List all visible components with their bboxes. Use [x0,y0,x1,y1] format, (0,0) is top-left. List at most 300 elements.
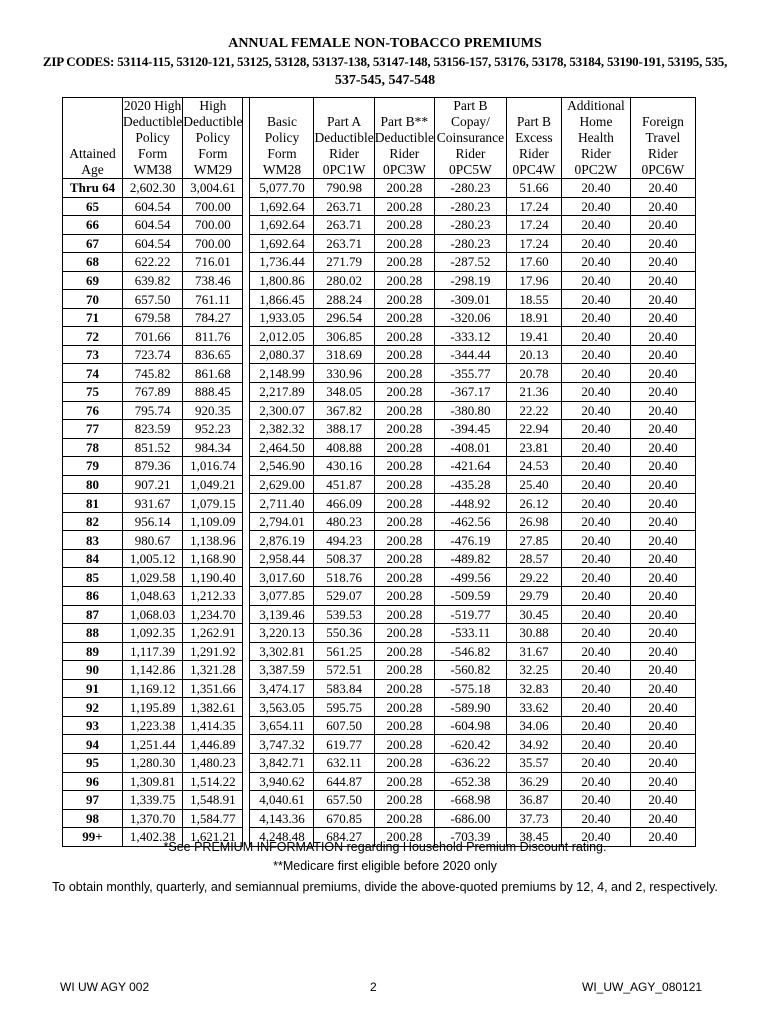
premium-cell: 1,016.74 [183,457,243,476]
premium-cell: 200.28 [374,587,434,606]
premium-cell: 604.54 [123,216,183,235]
premium-cell: 408.88 [314,438,374,457]
premium-cell: 4,040.61 [250,791,314,810]
header-line: Rider [329,146,360,161]
premium-cell: 18.91 [506,308,561,327]
premium-cell: 1,370.70 [123,809,183,828]
table-row [63,179,696,198]
premium-cell: 920.35 [183,401,243,420]
premium-cell: 466.09 [314,494,374,513]
premium-cell: 17.24 [506,234,561,253]
wm29-header [183,98,243,179]
header-line: Rider [580,146,611,161]
premium-cell: 1,866.45 [250,290,314,309]
premium-cell: 348.05 [314,383,374,402]
premium-cell: -703.39 [434,828,506,847]
header-line: WM38 [133,162,172,177]
age-cell: 95 [63,753,123,772]
premium-cell: -280.23 [434,234,506,253]
premium-cell: 5,077.70 [250,179,314,198]
premium-cell: 20.40 [561,401,630,420]
premium-cell: 20.40 [561,179,630,198]
premium-cell: 200.28 [374,698,434,717]
header-line: 0PC2W [574,162,618,177]
table-row [63,661,696,680]
premium-cell: 20.40 [630,345,695,364]
table-row [63,753,696,772]
age-cell: 75 [63,383,123,402]
premium-cell: 20.40 [561,216,630,235]
header-line: Foreign [641,114,684,129]
premium-cell: 639.82 [123,271,183,290]
premium-cell: 20.40 [630,716,695,735]
premium-cell: 20.40 [630,698,695,717]
premium-cell: -575.18 [434,679,506,698]
table-row [63,512,696,531]
premium-cell: 1,117.39 [123,642,183,661]
premium-cell: 20.40 [561,605,630,624]
zip-codes-line-continued: 537-545, 547-548 [334,73,436,88]
premium-cell: -344.44 [434,345,506,364]
age-cell: 78 [63,438,123,457]
premium-cell: 508.37 [314,549,374,568]
premium-cell: 20.40 [561,568,630,587]
premium-cell: 3,563.05 [250,698,314,717]
premium-cell: 20.78 [506,364,561,383]
premium-cell: 561.25 [314,642,374,661]
premium-cell: 200.28 [374,642,434,661]
age-cell: 88 [63,624,123,643]
premium-cell: 37.73 [506,809,561,828]
premium-cell: 20.40 [630,364,695,383]
premium-cell: 20.40 [630,679,695,698]
premium-cell: 20.40 [630,661,695,680]
age-cell: 93 [63,716,123,735]
premium-cell: 2,300.07 [250,401,314,420]
premium-cell: 20.40 [561,531,630,550]
premium-cell: 700.00 [183,234,243,253]
premium-cell: 200.28 [374,253,434,272]
premium-cell: 518.76 [314,568,374,587]
0pc2w-header [561,98,630,179]
premium-cell: 20.40 [561,345,630,364]
premium-cell: 51.66 [506,179,561,198]
premium-cell: 3,139.46 [250,605,314,624]
premium-cell: 20.40 [561,587,630,606]
0pc5w-header [434,98,506,179]
premium-cell: 200.28 [374,179,434,198]
age-cell: 74 [63,364,123,383]
premium-cell: 632.11 [314,753,374,772]
premium-cell: 595.75 [314,698,374,717]
premium-cell: 430.16 [314,457,374,476]
premium-cell: 20.40 [630,327,695,346]
table-row [63,364,696,383]
premium-cell: 2,629.00 [250,475,314,494]
premium-cell: 20.40 [630,234,695,253]
premium-cell: 20.40 [561,772,630,791]
table-row [63,772,696,791]
premium-cell: 20.40 [561,383,630,402]
premium-cell: 4,248.48 [250,828,314,847]
table-row [63,234,696,253]
premium-cell: 26.12 [506,494,561,513]
header-line: WM28 [262,162,302,177]
table-row [63,735,696,754]
premium-cell: 20.40 [561,290,630,309]
premium-cell: 17.24 [506,197,561,216]
age-cell: 80 [63,475,123,494]
premium-cell: 1,049.21 [183,475,243,494]
premium-cell: 716.01 [183,253,243,272]
premium-cell: 20.40 [630,494,695,513]
premium-cell: 200.28 [374,735,434,754]
premium-cell: 1,584.77 [183,809,243,828]
premium-cell: 1,548.91 [183,791,243,810]
premium-cell: 20.40 [630,828,695,847]
age-cell: 96 [63,772,123,791]
premium-cell: 1,138.96 [183,531,243,550]
premium-cell: 20.40 [630,253,695,272]
premium-cell: -280.23 [434,179,506,198]
premium-cell: 330.96 [314,364,374,383]
0pc4w-header [506,98,561,179]
header-line: 0PC4W [512,162,556,177]
premium-cell: -546.82 [434,642,506,661]
age-cell: 72 [63,327,123,346]
header-row [63,98,696,179]
premium-cell: -589.90 [434,698,506,717]
premium-cell: 20.40 [630,568,695,587]
premium-cell: 200.28 [374,716,434,735]
premium-cell: 200.28 [374,753,434,772]
premium-cell: -476.19 [434,531,506,550]
premium-cell: -280.23 [434,197,506,216]
premium-cell: 200.28 [374,809,434,828]
premium-cell: 200.28 [374,549,434,568]
premium-cell: 3,842.71 [250,753,314,772]
premium-cell: 200.28 [374,271,434,290]
premium-cell: 31.67 [506,642,561,661]
premium-cell: 20.40 [630,735,695,754]
premium-cell: -287.52 [434,253,506,272]
premium-cell: 200.28 [374,457,434,476]
premium-cell: 20.40 [561,791,630,810]
premium-cell: 1,402.38 [123,828,183,847]
premium-cell: 657.50 [123,290,183,309]
premium-cell: 200.28 [374,308,434,327]
header-line: Part A [327,114,362,129]
premium-cell: 20.40 [630,605,695,624]
premium-cell: 20.40 [561,253,630,272]
premium-cell: 984.34 [183,438,243,457]
premium-cell: 784.27 [183,308,243,327]
zip-codes-line: ZIP CODES: 53114-115, 53120-121, 53125, 53128, 53137-138, 53147-148, 53156-157, 53176, 53178, 53184, 53190-191, 53195, 535, [42,54,728,69]
premium-cell: -394.45 [434,420,506,439]
header-line: Policy Form [264,130,300,161]
premium-cell: 622.22 [123,253,183,272]
premium-cell: 200.28 [374,197,434,216]
premium-cell: 200.28 [374,290,434,309]
premium-cell: 200.28 [374,531,434,550]
footer-form-code: WI UW AGY 002 [60,980,150,994]
premium-cell: 2,602.30 [123,179,183,198]
premium-cell: 38.45 [506,828,561,847]
premium-cell: 20.40 [561,828,630,847]
table-row [63,253,696,272]
premium-cell: 861.68 [183,364,243,383]
premium-cell: -448.92 [434,494,506,513]
premium-cell: 20.40 [630,624,695,643]
age-cell: 99+ [63,828,123,847]
age-cell: 82 [63,512,123,531]
premium-cell: 2,464.50 [250,438,314,457]
premium-cell: 200.28 [374,401,434,420]
premium-cell: 1,736.44 [250,253,314,272]
premium-cell: 2,148.99 [250,364,314,383]
table-row [63,809,696,828]
age-cell: 67 [63,234,123,253]
premium-cell: 1,446.89 [183,735,243,754]
header-line: Deductible [374,130,434,145]
premium-cell: 200.28 [374,364,434,383]
premium-cell: -489.82 [434,549,506,568]
premium-cell: 20.40 [630,531,695,550]
premium-cell: -509.59 [434,587,506,606]
premium-cell: 20.40 [630,308,695,327]
premium-cell: 367.82 [314,401,374,420]
premium-cell: 2,546.90 [250,457,314,476]
premium-cell: 795.74 [123,401,183,420]
header-line: Part B Copay/ [450,98,490,129]
premium-cell: 480.23 [314,512,374,531]
premium-cell: 572.51 [314,661,374,680]
premium-cell: -519.77 [434,605,506,624]
note-discount: *See PREMIUM INFORMATION regarding Household Premium Discount rating. [163,840,607,854]
table-row [63,345,696,364]
table-row [63,587,696,606]
premium-cell: -462.56 [434,512,506,531]
premium-cell: 20.40 [561,457,630,476]
premium-cell: 1,321.28 [183,661,243,680]
premium-cell: 670.85 [314,809,374,828]
premium-cell: 20.40 [630,420,695,439]
premium-cell: 263.71 [314,234,374,253]
premium-cell: 738.46 [183,271,243,290]
table-row [63,624,696,643]
header-line: Deductible [183,114,243,129]
premium-cell: 1,168.90 [183,549,243,568]
premium-cell: 1,480.23 [183,753,243,772]
premium-cell: 761.11 [183,290,243,309]
premium-cell: 1,291.92 [183,642,243,661]
premium-cell: 2,876.19 [250,531,314,550]
header-line: Rider [389,146,420,161]
age-cell: 77 [63,420,123,439]
premium-cell: 27.85 [506,531,561,550]
premium-cell: 1,382.61 [183,698,243,717]
premium-cell: 851.52 [123,438,183,457]
table-row [63,494,696,513]
premium-cell: 20.40 [561,698,630,717]
premium-cell: -421.64 [434,457,506,476]
premium-cell: 1,339.75 [123,791,183,810]
premium-cell: 3,004.61 [183,179,243,198]
premium-cell: 1,212.33 [183,587,243,606]
premium-cell: 200.28 [374,679,434,698]
table-row [63,605,696,624]
premium-cell: 3,654.11 [250,716,314,735]
premium-cell: 200.28 [374,234,434,253]
age-cell: 79 [63,457,123,476]
0pc3w-header [374,98,434,179]
premium-cell: 1,514.22 [183,772,243,791]
page-title: ANNUAL FEMALE NON-TOBACCO PREMIUMS [228,36,542,51]
premium-cell: 3,220.13 [250,624,314,643]
premium-cell: -298.19 [434,271,506,290]
premium-cell: 200.28 [374,828,434,847]
age-cell: 92 [63,698,123,717]
premium-cell: 1,280.30 [123,753,183,772]
premium-cell: 18.55 [506,290,561,309]
premium-cell: 20.40 [561,197,630,216]
premium-cell: -333.12 [434,327,506,346]
table-row [63,383,696,402]
note-medicare: **Medicare first eligible before 2020 only [273,859,497,873]
premium-cell: -355.77 [434,364,506,383]
premium-cell: 296.54 [314,308,374,327]
premium-cell: -408.01 [434,438,506,457]
premium-cell: 20.40 [561,809,630,828]
premium-cell: 20.13 [506,345,561,364]
premium-cell: 200.28 [374,772,434,791]
premium-cell: 539.53 [314,605,374,624]
premium-cell: -367.17 [434,383,506,402]
premium-cell: 20.40 [630,290,695,309]
premium-cell: -620.42 [434,735,506,754]
age-cell: 85 [63,568,123,587]
table-row [63,401,696,420]
table-row [63,531,696,550]
premium-cell: 607.50 [314,716,374,735]
header-line: Policy Form [135,130,170,161]
table-row [63,290,696,309]
premium-cell: 20.40 [561,494,630,513]
age-cell: 70 [63,290,123,309]
age-cell: 84 [63,549,123,568]
premium-cell: 388.17 [314,420,374,439]
header-line: 0PC6W [641,162,685,177]
premium-cell: 20.40 [630,457,695,476]
premium-cell: 200.28 [374,568,434,587]
age-cell: Thru 64 [63,179,123,198]
premium-cell: 200.28 [374,512,434,531]
table-row [63,475,696,494]
premium-cell: 20.40 [630,809,695,828]
premium-cell: 34.06 [506,716,561,735]
premium-cell: 200.28 [374,791,434,810]
table-row [63,457,696,476]
premium-cell: 200.28 [374,438,434,457]
premium-cell: 1,414.35 [183,716,243,735]
premium-cell: 1,079.15 [183,494,243,513]
premium-cell: 24.53 [506,457,561,476]
page-number: 2 [370,980,377,994]
premium-cell: 17.96 [506,271,561,290]
premium-cell: 263.71 [314,197,374,216]
premium-cell: 1,692.64 [250,197,314,216]
0pc1w-header [314,98,374,179]
premium-cell: 29.79 [506,587,561,606]
premium-cell: 20.40 [561,327,630,346]
header-line: Deductible [123,114,183,129]
table-row [63,568,696,587]
premium-cell: 2,382.32 [250,420,314,439]
premium-cell: 1,092.35 [123,624,183,643]
attained-age-header [63,98,123,179]
premium-cell: 1,800.86 [250,271,314,290]
header-line: 2020 High [123,98,182,113]
footer-version-code: WI_UW_AGY_080121 [582,980,703,994]
premium-cell: 1,234.70 [183,605,243,624]
age-cell: 81 [63,494,123,513]
premium-cell: 318.69 [314,345,374,364]
premium-cell: 25.40 [506,475,561,494]
premium-cell: 263.71 [314,216,374,235]
premium-cell: -435.28 [434,475,506,494]
premium-cell: 200.28 [374,345,434,364]
premium-cell: 20.40 [561,308,630,327]
premium-cell: 20.40 [630,753,695,772]
premium-cell: 2,012.05 [250,327,314,346]
header-line: Home Health [577,114,614,145]
premium-cell: 200.28 [374,494,434,513]
premium-cell: 3,017.60 [250,568,314,587]
premium-cell: 20.40 [561,753,630,772]
age-cell: 97 [63,791,123,810]
table-row [63,438,696,457]
premium-cell: 20.40 [561,512,630,531]
age-cell: 98 [63,809,123,828]
premium-cell: 684.27 [314,828,374,847]
premium-cell: 21.36 [506,383,561,402]
table-row [63,216,696,235]
premium-cell: 1,692.64 [250,234,314,253]
premium-cell: 1,692.64 [250,216,314,235]
header-line: 0PC1W [322,162,366,177]
premium-cell: 723.74 [123,345,183,364]
premium-cell: 20.40 [561,364,630,383]
premium-cell: 767.89 [123,383,183,402]
age-cell: 87 [63,605,123,624]
premium-cell: 1,621.21 [183,828,243,847]
premium-cell: 200.28 [374,661,434,680]
premium-cell: 20.40 [561,420,630,439]
table-row [63,642,696,661]
premium-cell: -652.38 [434,772,506,791]
age-cell: 90 [63,661,123,680]
premium-cell: 200.28 [374,605,434,624]
premium-cell: 20.40 [630,383,695,402]
header-line: Excess [515,130,553,145]
age-cell: 89 [63,642,123,661]
premium-cell: 20.40 [561,735,630,754]
premium-cell: 907.21 [123,475,183,494]
premium-cell: 451.87 [314,475,374,494]
header-line: Rider [455,146,486,161]
premium-cell: 20.40 [561,716,630,735]
premium-cell: 1,351.66 [183,679,243,698]
